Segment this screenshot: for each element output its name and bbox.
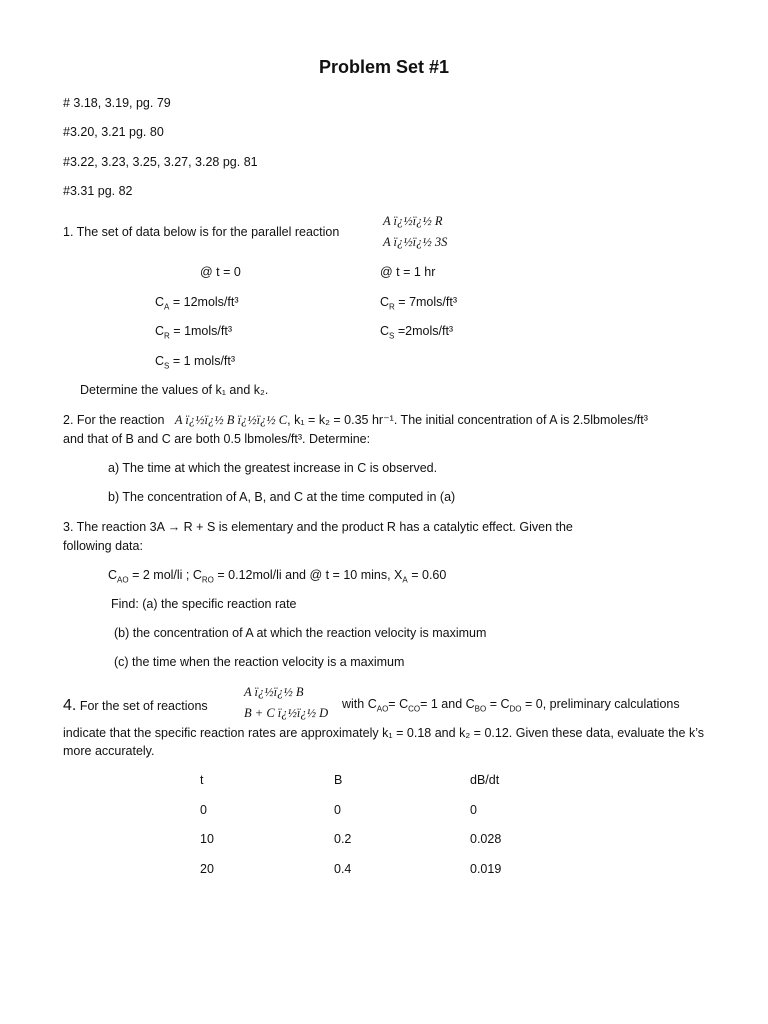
- table-header-dbdt: dB/dt: [470, 773, 500, 787]
- table-header-t: t: [200, 773, 204, 787]
- table-cell: 0: [334, 803, 341, 817]
- assignment-2: #3.20, 3.21 pg. 80: [63, 125, 164, 139]
- p1-intro: 1. The set of data below is for the parallel reaction: [63, 225, 340, 239]
- p1-determine: Determine the values of k₁ and k₂.: [80, 383, 269, 397]
- p1-equation-1: A ï¿½ï¿½ R: [383, 214, 443, 228]
- p2-line1: 2. For the reaction A ï¿½ï¿½ B ï¿½ï¿½ C, k₁ = k₂ = 0.35 hr⁻¹. The initial concentration of A is 2.5lbmoles/ft³: [63, 413, 648, 427]
- p1-col1-head: @ t = 0: [200, 265, 241, 279]
- p1-col2-head: @ t = 1 hr: [380, 265, 436, 279]
- p4-equation-1: A ï¿½ï¿½ B: [244, 685, 304, 699]
- page-title: Problem Set #1: [318, 57, 450, 77]
- p3-find-a: Find: (a) the specific reaction rate: [111, 597, 297, 611]
- p2-equation: A ï¿½ï¿½ B ï¿½ï¿½ C: [174, 413, 288, 427]
- assignment-4: #3.31 pg. 82: [63, 184, 133, 198]
- p1-ca: $C_A$ = 12mols/ft³: [155, 295, 239, 312]
- p3-line1: 3. The reaction 3A → R + S is elementary and the product R has a catalytic effect. Given the: [63, 520, 573, 534]
- p2-line2: and that of B and C are both 0.5 lbmoles/ft³. Determine:: [63, 432, 371, 446]
- table-cell: 0: [470, 803, 477, 817]
- p3-find-b: (b) the concentration of A at which the reaction velocity is maximum: [114, 626, 487, 640]
- table-cell: 10: [200, 832, 214, 846]
- p2-part-b: b) The concentration of A, B, and C at the time computed in (a): [108, 490, 456, 504]
- p2-part-a: a) The time at which the greatest increase in C is observed.: [108, 461, 438, 475]
- p3-line2: following data:: [63, 539, 143, 553]
- p4-lead: 4. For the set of reactions: [63, 697, 208, 714]
- table-cell: 0.2: [334, 832, 352, 846]
- table-cell: 0.4: [334, 862, 352, 876]
- p1-cr1: $C_R$ = 7mols/ft³: [380, 295, 457, 312]
- p4-with: with $C_{AO}= C_{CO}= 1$ and $C_{BO} = C_{DO} = 0$, preliminary calculations: [342, 697, 680, 714]
- p4-equation-2: B + C ï¿½ï¿½ D: [244, 706, 329, 720]
- p1-cs1: $C_S$ =2mols/ft³: [380, 324, 454, 341]
- p1-equation-2: A ï¿½ï¿½ 3S: [383, 235, 448, 249]
- assignment-1: # 3.18, 3.19, pg. 79: [63, 96, 171, 110]
- table-cell: 0: [200, 803, 207, 817]
- table-header-b: B: [334, 773, 343, 787]
- assignment-3: #3.22, 3.23, 3.25, 3.27, 3.28 pg. 81: [63, 155, 258, 169]
- table-cell: 0.019: [470, 862, 502, 876]
- p4-paragraph: indicate that the specific reaction rates are approximately k₁ = 0.18 and k₂ = 0.12. Given these data, evaluate the k’s more accurately.: [63, 726, 704, 759]
- table-cell: 0.028: [470, 832, 502, 846]
- p3-data: $C_{AO} = 2$ mol/li ; $C_{RO} = 0.12mol/li$ and @ t = 10 mins, $X_A = 0.60$: [108, 568, 447, 585]
- table-cell: 20: [200, 862, 214, 876]
- p1-cr0: $C_R$ = 1mols/ft³: [155, 324, 232, 341]
- p3-find-c: (c) the time when the reaction velocity is a maximum: [114, 655, 405, 669]
- p1-cs0: $C_S = 1$ mols/ft³: [155, 354, 236, 371]
